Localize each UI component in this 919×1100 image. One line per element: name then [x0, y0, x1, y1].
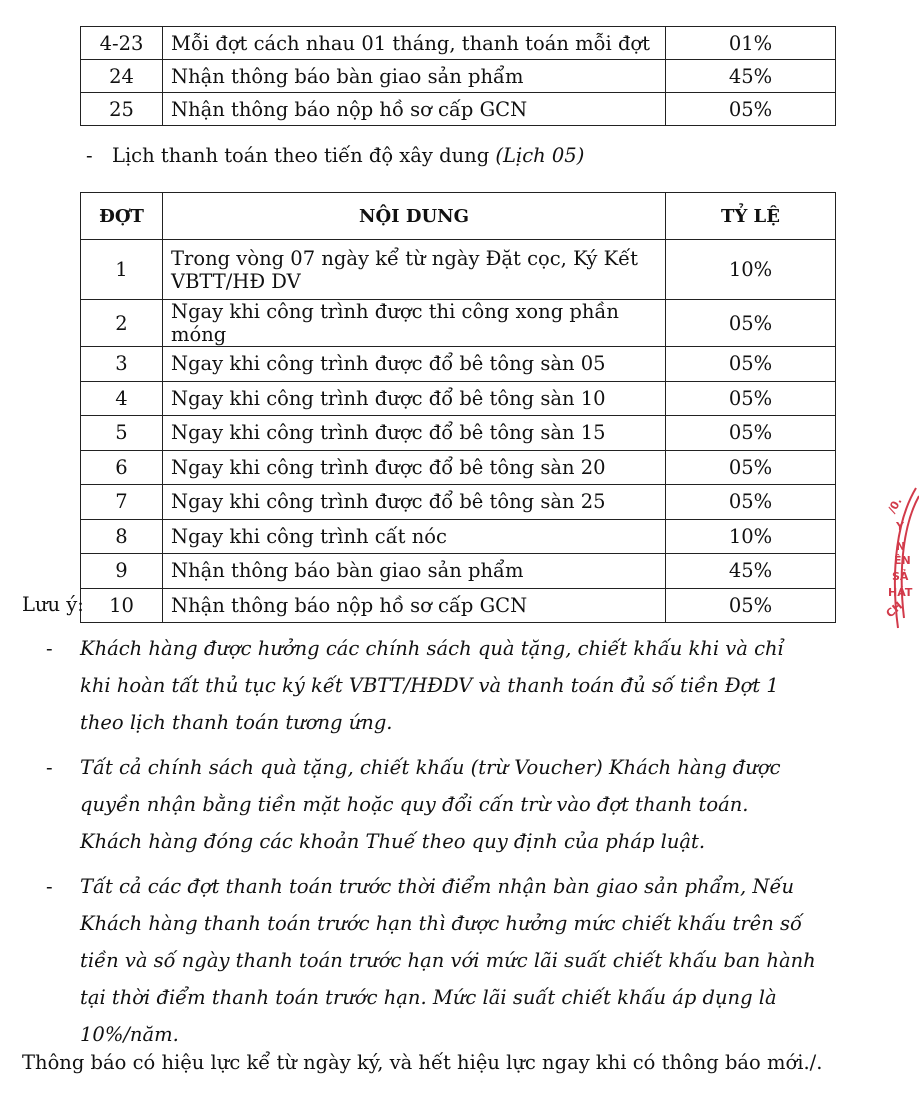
installment-content: Ngay khi công trình được đổ bê tông sàn 10 — [163, 381, 666, 416]
installment-rate: 10% — [666, 519, 836, 554]
installment-number: 10 — [81, 588, 163, 623]
payment-table-continued — [80, 26, 836, 126]
notes-label: Lưu ý: — [22, 593, 84, 616]
installment-rate: 05% — [666, 300, 836, 347]
table-row — [81, 450, 836, 485]
installment-number: 7 — [81, 485, 163, 520]
installment-number: 24 — [81, 60, 163, 93]
installment-rate: 05% — [666, 381, 836, 416]
installment-rate: 05% — [666, 485, 836, 520]
installment-number: 3 — [81, 347, 163, 382]
table-row — [81, 347, 836, 382]
svg-text:CH: CH — [883, 599, 906, 621]
note-item — [46, 630, 816, 741]
installment-content: Nhận thông báo nộp hồ sơ cấp GCN — [163, 93, 666, 126]
installment-rate: 05% — [666, 93, 836, 126]
header-content: NỘI DUNG — [163, 193, 666, 240]
table-row — [81, 93, 836, 126]
table-row — [81, 416, 836, 451]
installment-content: Ngay khi công trình được thi công xong phần móng — [163, 300, 666, 347]
content-line-1: Trong vòng 07 ngày kể từ ngày Đặt cọc, Ký Kết — [171, 246, 639, 270]
schedule-heading-text: Lịch thanh toán theo tiến độ xây dung — [112, 144, 496, 167]
table-row — [81, 519, 836, 554]
installment-rate: 05% — [666, 450, 836, 485]
svg-text:Y: Y — [896, 520, 904, 533]
installment-content: Ngay khi công trình cất nóc — [163, 519, 666, 554]
schedule-heading — [86, 144, 584, 167]
installment-rate: 05% — [666, 416, 836, 451]
bullet-dash: - — [46, 637, 53, 660]
installment-rate: 01% — [666, 27, 836, 60]
installment-rate: 45% — [666, 60, 836, 93]
installment-content: Mỗi đợt cách nhau 01 tháng, thanh toán mỗi đợt — [163, 27, 666, 60]
installment-content: Ngay khi công trình được đổ bê tông sàn 25 — [163, 485, 666, 520]
installment-rate: 05% — [666, 347, 836, 382]
svg-text:SẢ: SẢ — [892, 570, 909, 583]
header-installment: ĐỢT — [81, 193, 163, 240]
note-text: Tất cả các đợt thanh toán trước thời điểm nhận bàn giao sản phẩm, Nếu Khách hàng thanh toán trước hạn thì được hưởng mức chiết khấu trên số tiền và số ngày thanh toán trước hạn với mức lãi suất chiết khấu ban hành tại thời điểm thanh toán trước hạn. Mức lãi suất chiết khấu áp dụng là 10%/năm. — [80, 875, 816, 1046]
installment-number: 8 — [81, 519, 163, 554]
payment-schedule-table — [80, 192, 836, 623]
installment-content: Ngay khi công trình được đổ bê tông sàn 05 — [163, 347, 666, 382]
bullet-dash: - — [86, 144, 93, 167]
svg-text:HÁT: HÁT — [888, 586, 913, 599]
schedule-heading-italic: (Lịch 05) — [495, 144, 585, 167]
validity-statement: Thông báo có hiệu lực kể từ ngày ký, và hết hiệu lực ngay khi có thông báo mới./. — [22, 1051, 823, 1074]
installment-content — [163, 240, 666, 300]
table-row — [81, 240, 836, 300]
installment-number: 2 — [81, 300, 163, 347]
table-row — [81, 300, 836, 347]
table-row — [81, 381, 836, 416]
installment-number: 9 — [81, 554, 163, 589]
note-text: Khách hàng được hưởng các chính sách quà tặng, chiết khấu khi và chỉ khi hoàn tất thủ tục ký kết VBTT/HĐDV và thanh toán đủ số tiền Đợt 1 theo lịch thanh toán tương ứng. — [80, 637, 784, 734]
table-row — [81, 588, 836, 623]
table-header-row — [81, 193, 836, 240]
header-rate: TỶ LỆ — [666, 193, 836, 240]
svg-text:ÊN: ÊN — [894, 554, 911, 567]
note-item — [46, 749, 816, 860]
installment-number: 5 — [81, 416, 163, 451]
table-row — [81, 554, 836, 589]
note-text: Tất cả chính sách quà tặng, chiết khấu (trừ Voucher) Khách hàng được quyền nhận bằng tiền mặt hoặc quy đổi cấn trừ vào đợt thanh toán. Khách hàng đóng các khoản Thuế theo quy định của pháp luật. — [80, 756, 781, 853]
bullet-dash: - — [46, 875, 53, 898]
installment-content: Ngay khi công trình được đổ bê tông sàn 20 — [163, 450, 666, 485]
installment-rate: 05% — [666, 588, 836, 623]
installment-rate: 45% — [666, 554, 836, 589]
table-row — [81, 60, 836, 93]
installment-number: 6 — [81, 450, 163, 485]
table-row — [81, 27, 836, 60]
installment-content: Ngay khi công trình được đổ bê tông sàn 15 — [163, 416, 666, 451]
svg-text:/0.: /0. — [885, 495, 905, 516]
svg-text:N: N — [896, 540, 906, 553]
installment-content: Nhận thông báo bàn giao sản phẩm — [163, 554, 666, 589]
installment-content: Nhận thông báo bàn giao sản phẩm — [163, 60, 666, 93]
note-item — [46, 868, 816, 1053]
installment-number: 1 — [81, 240, 163, 300]
installment-content: Nhận thông báo nộp hồ sơ cấp GCN — [163, 588, 666, 623]
table-row — [81, 485, 836, 520]
notes-list — [46, 630, 816, 1061]
red-seal-stamp — [876, 478, 919, 653]
installment-rate: 10% — [666, 240, 836, 300]
installment-number: 4-23 — [81, 27, 163, 60]
installment-number: 25 — [81, 93, 163, 126]
content-line-2: VBTT/HĐ DV — [171, 269, 301, 293]
bullet-dash: - — [46, 756, 53, 779]
installment-number: 4 — [81, 381, 163, 416]
